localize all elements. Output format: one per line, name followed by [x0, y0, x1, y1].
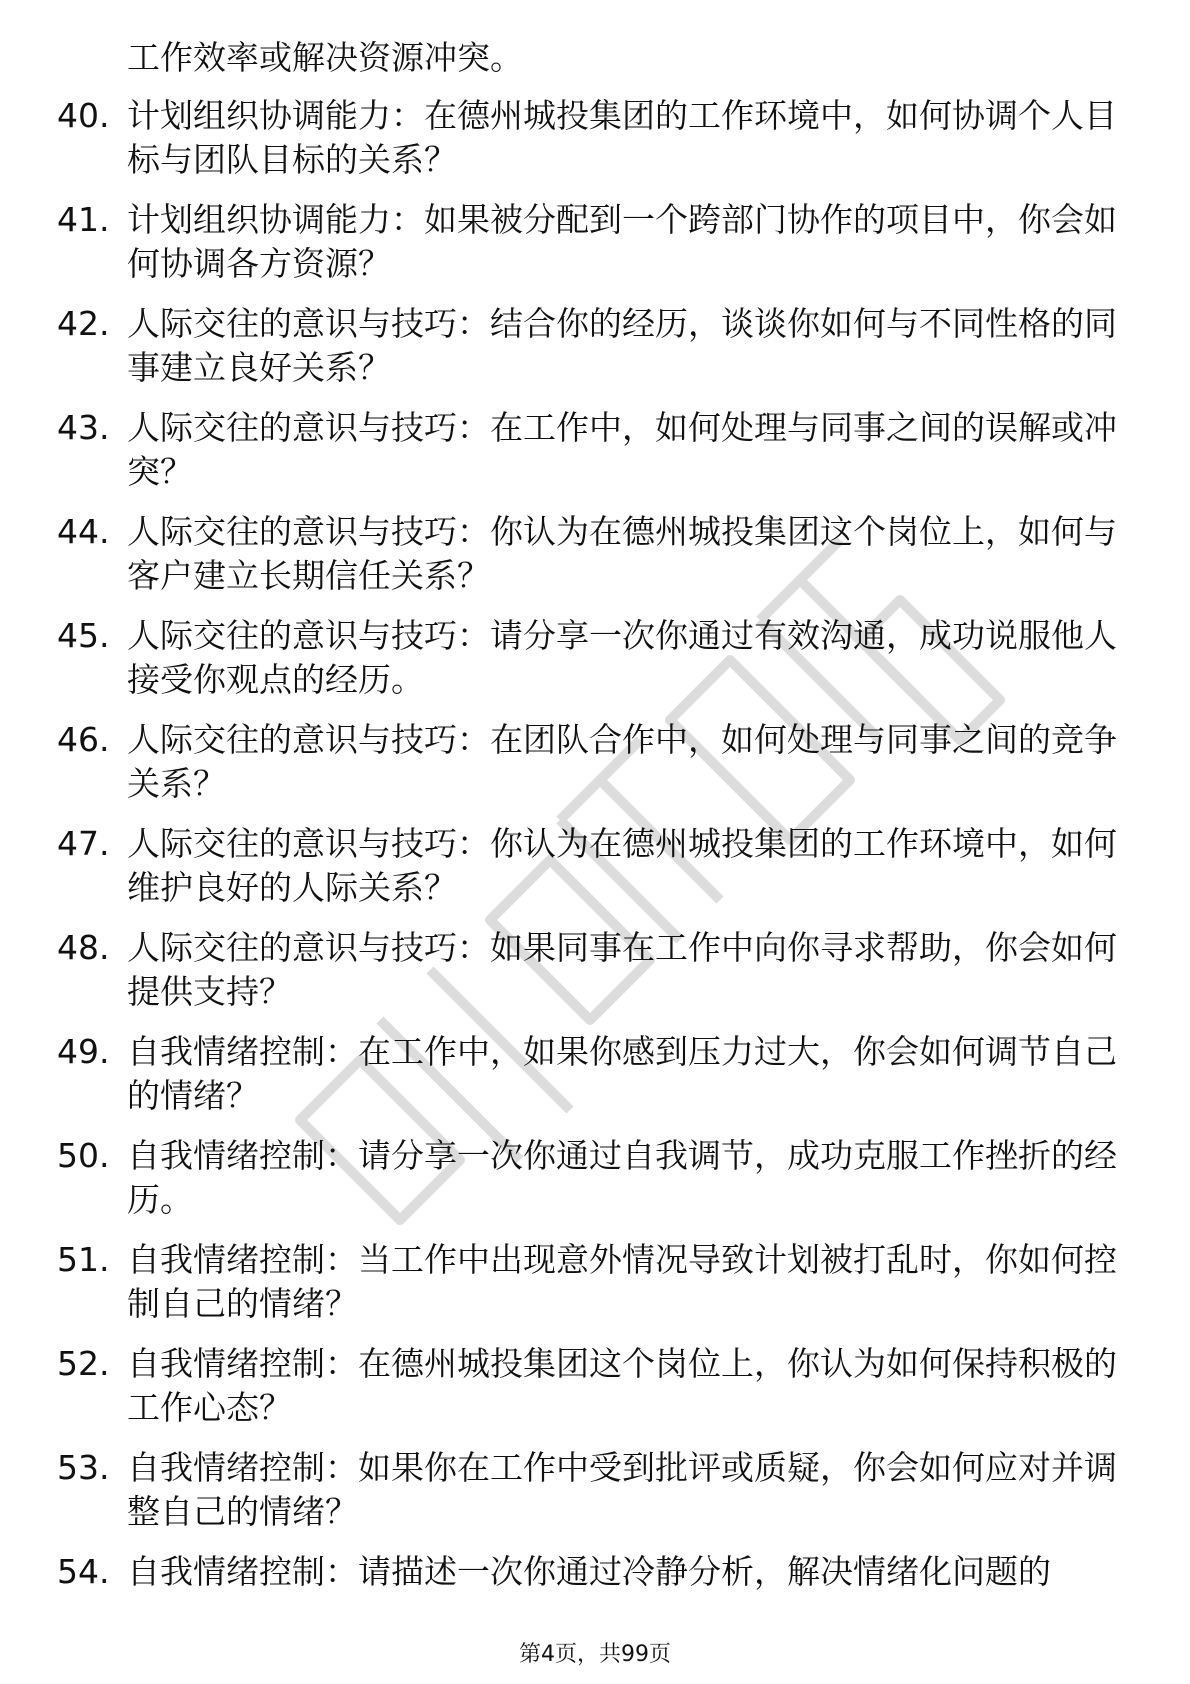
- question-text: 人际交往的意识与技巧：请分享一次你通过有效沟通，成功说服他人接受你观点的经历。: [127, 616, 1117, 699]
- question-number: 53.: [57, 1448, 110, 1487]
- list-item: [57, 510, 1117, 614]
- continued-line: 工作效率或解决资源冲突。: [127, 38, 523, 77]
- list-item: [57, 1134, 1117, 1238]
- question-text: 人际交往的意识与技巧：在工作中，如何处理与同事之间的误解或冲突？: [127, 408, 1117, 491]
- question-text: 计划组织协调能力：在德州城投集团的工作环境中，如何协调个人目标与团队目标的关系？: [127, 96, 1117, 179]
- list-item: [57, 198, 1117, 302]
- list-item: [57, 1030, 1117, 1134]
- question-list: [57, 94, 1117, 1654]
- question-number: 45.: [57, 616, 110, 655]
- list-item: [57, 302, 1117, 406]
- question-text: 自我情绪控制：在德州城投集团这个岗位上，你认为如何保持积极的工作心态？: [127, 1344, 1117, 1427]
- list-item: [57, 718, 1117, 822]
- question-text: 自我情绪控制：当工作中出现意外情况导致计划被打乱时，你如何控制自己的情绪？: [127, 1240, 1117, 1323]
- question-number: 44.: [57, 512, 110, 551]
- question-number: 49.: [57, 1032, 110, 1071]
- question-text: 自我情绪控制：在工作中，如果你感到压力过大，你会如何调节自己的情绪？: [127, 1032, 1117, 1115]
- page-footer: 第4页，共99页: [519, 1642, 671, 1667]
- list-item: [57, 614, 1117, 718]
- question-text: 自我情绪控制：如果你在工作中受到批评或质疑，你会如何应对并调整自己的情绪？: [127, 1448, 1117, 1531]
- question-number: 50.: [57, 1136, 110, 1175]
- list-item: [57, 1238, 1117, 1342]
- list-item: [57, 1446, 1117, 1550]
- question-text: 人际交往的意识与技巧：在团队合作中，如何处理与同事之间的竞争关系？: [127, 720, 1117, 803]
- question-text: 人际交往的意识与技巧：你认为在德州城投集团这个岗位上，如何与客户建立长期信任关系？: [127, 512, 1117, 595]
- question-number: 54.: [57, 1552, 110, 1591]
- question-number: 47.: [57, 824, 110, 863]
- question-number: 46.: [57, 720, 110, 759]
- question-text: 自我情绪控制：请描述一次你通过冷静分析，解决情绪化问题的: [127, 1552, 1051, 1591]
- question-text: 人际交往的意识与技巧：结合你的经历，谈谈你如何与不同性格的同事建立良好关系？: [127, 304, 1117, 387]
- list-item: [57, 1550, 1117, 1654]
- question-number: 52.: [57, 1344, 110, 1383]
- question-number: 48.: [57, 928, 110, 967]
- question-text: 自我情绪控制：请分享一次你通过自我调节，成功克服工作挫折的经历。: [127, 1136, 1117, 1219]
- question-text: 人际交往的意识与技巧：如果同事在工作中向你寻求帮助，你会如何提供支持？: [127, 928, 1117, 1011]
- list-item: [57, 822, 1117, 926]
- list-item: [57, 94, 1117, 198]
- question-text: 计划组织协调能力：如果被分配到一个跨部门协作的项目中，你会如何协调各方资源？: [127, 200, 1117, 283]
- question-number: 40.: [57, 96, 110, 135]
- question-number: 42.: [57, 304, 110, 343]
- question-number: 43.: [57, 408, 110, 447]
- question-number: 41.: [57, 200, 110, 239]
- list-item: [57, 1342, 1117, 1446]
- question-content: [57, 36, 1117, 1654]
- list-item: [57, 926, 1117, 1030]
- question-text: 人际交往的意识与技巧：你认为在德州城投集团的工作环境中，如何维护良好的人际关系？: [127, 824, 1117, 907]
- question-number: 51.: [57, 1240, 110, 1279]
- list-item: [57, 406, 1117, 510]
